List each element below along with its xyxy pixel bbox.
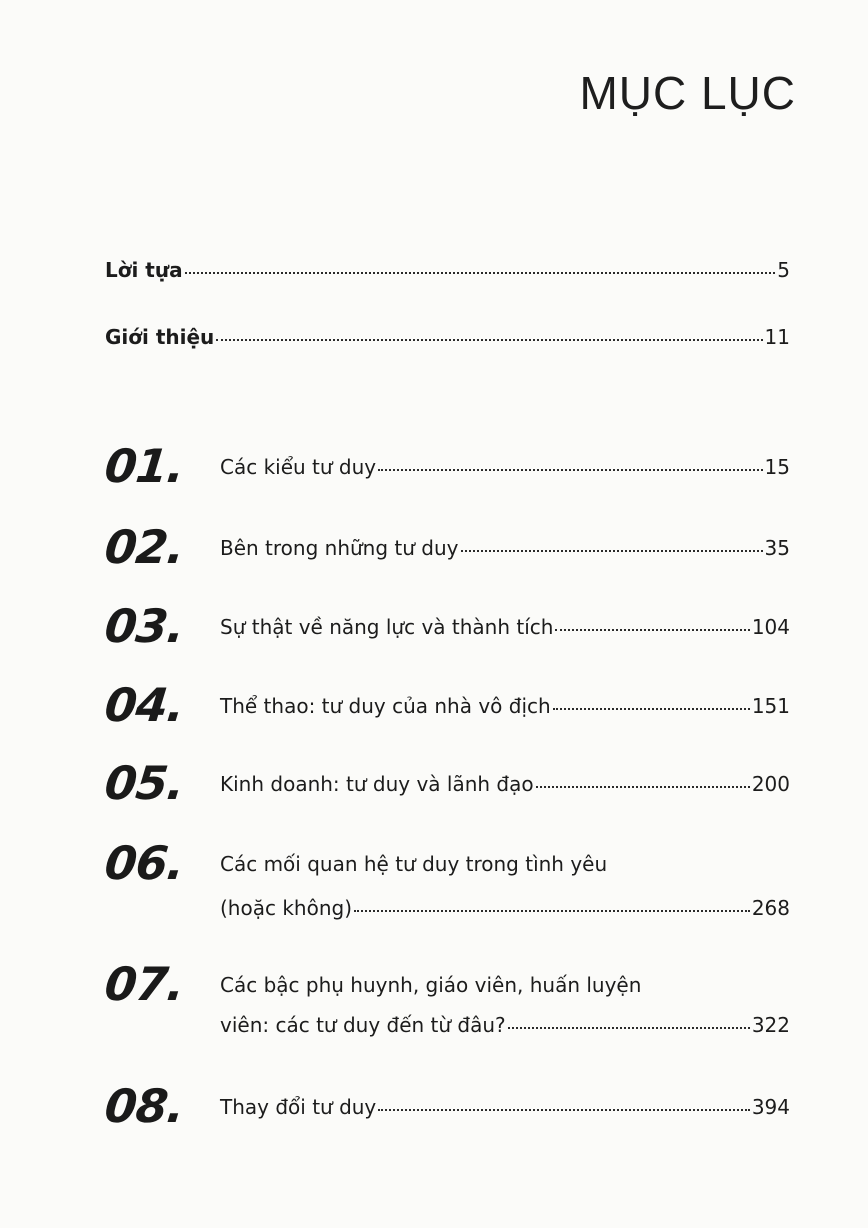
toc-entry-introduction[interactable] — [105, 325, 790, 349]
chapter-title-line-1: Các bậc phụ huynh, giáo viên, huấn luyện — [220, 973, 642, 997]
entry-label: Giới thiệu — [105, 325, 215, 349]
dot-leader — [185, 272, 776, 274]
chapter-title: Bên trong những tư duy — [220, 536, 459, 560]
chapter-page-number: 268 — [751, 896, 790, 920]
chapter-title-line-1: Các mối quan hệ tư duy trong tình yêu — [220, 852, 608, 876]
chapter-number: 06. — [102, 836, 187, 890]
dot-leader — [555, 629, 749, 631]
chapter-title: Thay đổi tư duy — [220, 1095, 377, 1119]
dot-leader — [216, 339, 762, 341]
chapter-title: Các kiểu tư duy — [220, 455, 377, 479]
chapter-page-number: 15 — [764, 455, 790, 479]
chapter-title-line-2: viên: các tư duy đến từ đâu? — [220, 1013, 506, 1037]
entry-label: Lời tựa — [105, 258, 183, 282]
chapter-number: 07. — [102, 957, 187, 1011]
chapter-page-number: 151 — [751, 694, 790, 718]
chapter-title: Kinh doanh: tư duy và lãnh đạo — [220, 772, 534, 796]
chapter-page-number: 200 — [751, 772, 790, 796]
chapter-page-number: 394 — [751, 1095, 790, 1119]
chapter-number: 05. — [102, 756, 187, 810]
dot-leader — [461, 550, 763, 552]
chapter-number: 04. — [102, 678, 187, 732]
entry-page-number: 5 — [777, 258, 790, 282]
chapter-number: 01. — [102, 439, 187, 493]
chapter-number: 08. — [102, 1079, 187, 1133]
dot-leader — [553, 708, 750, 710]
page-title: MỤC LỤC — [579, 67, 796, 119]
dot-leader — [536, 786, 750, 788]
chapter-title: Thể thao: tư duy của nhà vô địch — [220, 694, 551, 718]
dot-leader — [354, 910, 750, 912]
toc-entry-preface[interactable] — [105, 258, 790, 282]
chapter-title: Sự thật về năng lực và thành tích — [220, 615, 554, 639]
dot-leader — [378, 469, 762, 471]
dot-leader — [508, 1027, 750, 1029]
chapter-page-number: 35 — [764, 536, 790, 560]
dot-leader — [378, 1109, 750, 1111]
chapter-page-number: 322 — [751, 1013, 790, 1037]
entry-page-number: 11 — [764, 325, 790, 349]
chapter-title-line-2: (hoặc không) — [220, 896, 352, 920]
chapter-number: 02. — [102, 520, 187, 574]
chapter-number: 03. — [102, 599, 187, 653]
chapter-page-number: 104 — [751, 615, 790, 639]
